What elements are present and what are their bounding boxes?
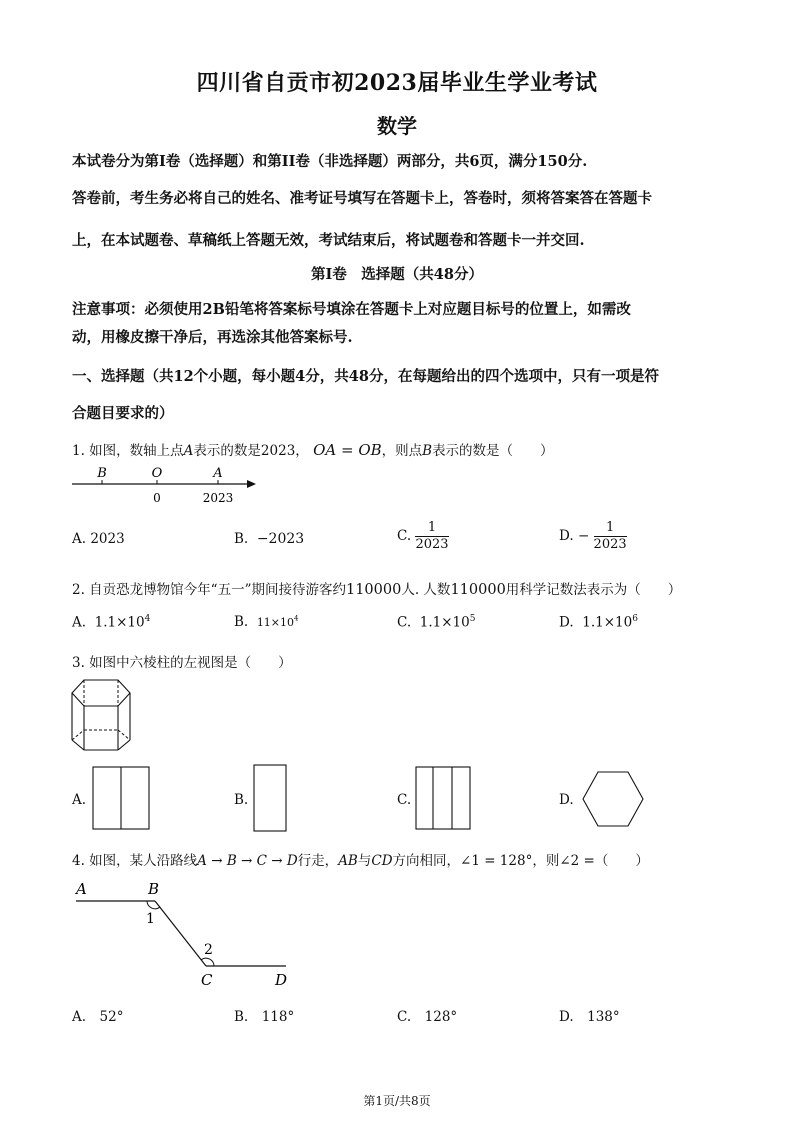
notice-line-1: 注意事项：必须使用2B铅笔将答案标号填涂在答题卡上对应题目标号的位置上，如需改 [72,301,631,318]
q4-option-c[interactable]: C. 128° [397,1009,458,1025]
section-heading: 第I卷 选择题（共48分） [311,266,483,283]
hexagonal-prism-figure [66,674,136,756]
intro-line-1: 本试卷分为第I卷（选择题）和第II卷（非选择题）两部分，共6页，满分150分. [72,153,588,170]
route-figure [68,878,298,994]
part-heading-2: 合题目要求的） [72,405,174,422]
q3-option-a[interactable]: A. [72,792,87,808]
q4-option-d[interactable]: D. 138° [559,1009,620,1025]
fraction-neg-1-2023: $\frac{1}{2023}$ [593,520,627,552]
point-a-label: A [76,880,87,898]
q3-option-d[interactable]: D. [559,792,574,808]
intro-line-3: 上，在本试题卷、草稿纸上答题无效，考试结束后，将试题卷和答题卡一并交回. [72,232,585,249]
value-2023: 2023 [202,491,234,505]
q1-option-c[interactable]: C. $\frac{1}{2023}$ [397,520,449,552]
question-3-stem: 3. 如图中六棱柱的左视图是（ ） [72,655,292,671]
eq-oa-ob: OA = OB [313,441,382,459]
q4-option-a[interactable]: A. 52° [72,1009,124,1025]
q2-option-d[interactable]: D. $1.1\times 10^6$ [559,614,638,631]
q3-option-c-figure[interactable] [415,766,473,832]
angle-2-label: 2 [204,942,213,958]
q1-option-a[interactable]: A. 2023 [72,531,125,547]
q1-option-d[interactable]: D. − $\frac{1}{2023}$ [559,520,627,552]
q4-option-b[interactable]: B. 118° [234,1009,295,1025]
q3-option-b-figure[interactable] [253,764,289,834]
point-b-label: B [148,880,160,898]
segment-bc [155,901,206,966]
label-b: B [97,466,107,481]
q2-option-c[interactable]: C. $1.1\times 10^5$ [397,614,476,631]
part-heading-1: 一、选择题（共12个小题，每小题4分，共48分，在每题给出的四个选项中，只有一项是符 [72,368,659,385]
exam-subject: 数学 [377,114,417,138]
question-2-stem: 2. 自贡恐龙博物馆今年“五一”期间接待游客约110000人. 人数110000用科学记数法表示为（ ） [72,582,682,598]
prism-top-hexagon [72,680,130,706]
intro-line-2: 答卷前，考生务必将自己的姓名、准考证号填写在答题卡上，答卷时，须将答案答在答题卡 [72,190,652,207]
q3-option-c[interactable]: C. [397,792,412,808]
q3-option-a-figure[interactable] [92,766,152,832]
arrow-right-icon [247,480,256,488]
exam-title: 四川省自贡市初2023届毕业生学业考试 [196,70,598,96]
value-0: 0 [153,491,161,505]
question-4-stem: 4. 如图，某人沿路线A → B → C → D行走，AB与CD方向相同，∠1 = 128°，则∠2 =（ ） [72,853,649,869]
q2-option-b[interactable]: B. $11\times 10^4$ [234,614,299,630]
angle-1-label: 1 [146,911,155,927]
fraction-1-2023: $\frac{1}{2023}$ [415,520,449,552]
question-1-stem: 1. 如图，数轴上点A表示的数是2023， OA = OB，则点B表示的数是（ ） [72,441,554,459]
point-c-label: C [201,971,213,989]
number-line-figure [66,462,266,508]
q2-option-a[interactable]: A. $1.1\times 10^4$ [72,614,151,631]
q1-option-b[interactable]: B. −2023 [234,531,305,547]
label-o: O [151,466,163,481]
q3-option-d-figure[interactable] [580,768,648,830]
label-a: A [213,466,223,481]
notice-line-2: 动，用橡皮擦干净后，再选涂其他答案标号. [72,329,353,346]
q3-option-b[interactable]: B. [234,792,249,808]
point-d-label: D [275,971,288,989]
page-number: 第1页/共8页 [363,1094,431,1108]
